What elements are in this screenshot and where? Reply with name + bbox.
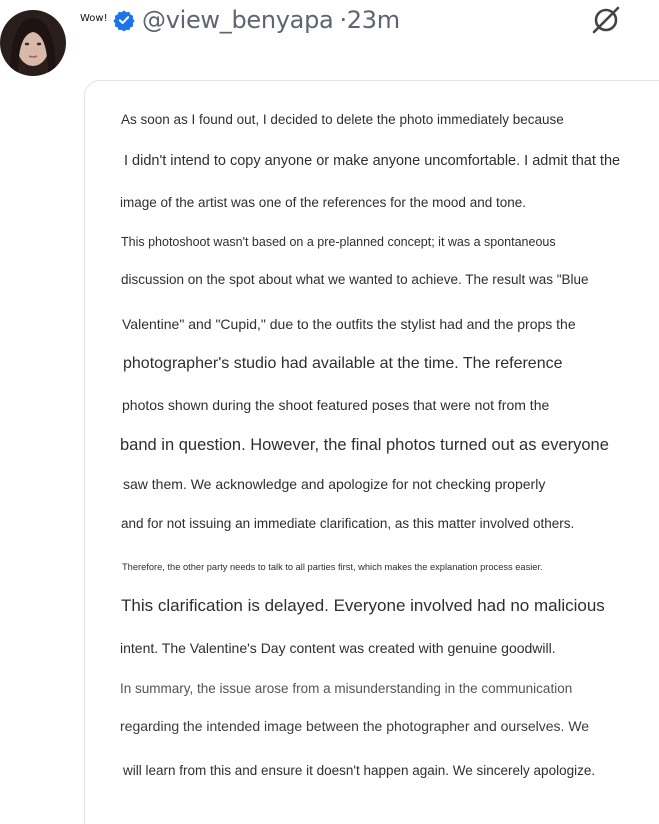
avatar[interactable] <box>0 10 66 76</box>
post-text-line: In summary, the issue arose from a misunderstanding in the communication <box>120 681 573 696</box>
circle-slash-logo-icon[interactable] <box>590 5 622 35</box>
post-text-line: image of the artist was one of the references for the mood and tone. <box>120 195 526 210</box>
post-text-line: regarding the intended image between the photographer and ourselves. We <box>120 718 590 734</box>
post-text-line: This photoshoot wasn't based on a pre-planned concept; it was a spontaneous <box>121 235 556 249</box>
post-timestamp[interactable]: 23m <box>346 6 400 34</box>
post-text-line: and for not issuing an immediate clarification, as this matter involved others. <box>121 516 575 531</box>
post-text-line: band in question. However, the final photos turned out as everyone <box>120 436 609 454</box>
post-text-line: photographer's studio had available at the time. The reference <box>123 355 563 372</box>
post-text-line: Valentine" and "Cupid," due to the outfits the stylist had and the props the <box>122 316 576 332</box>
post-text-line: intent. The Valentine's Day content was created with genuine goodwill. <box>120 640 556 656</box>
avatar-image <box>0 10 66 76</box>
post-text-line: will learn from this and ensure it doesn't happen again. We sincerely apologize. <box>123 763 596 778</box>
display-name[interactable]: Wow! <box>80 13 108 24</box>
post-text-line: I didn't intend to copy anyone or make anyone uncomfortable. I admit that the <box>124 153 621 169</box>
author-handle[interactable]: @view_benyapa <box>142 6 334 34</box>
meta-separator: · <box>339 6 347 34</box>
post-text-line: As soon as I found out, I decided to delete the photo immediately because <box>121 112 564 127</box>
post-text-line: discussion on the spot about what we wanted to achieve. The result was "Blue <box>121 272 589 287</box>
post-text-line: This clarification is delayed. Everyone involved had no malicious <box>121 596 605 615</box>
post-text-line: photos shown during the shoot featured poses that were not from the <box>122 397 550 413</box>
verified-badge-icon <box>113 9 135 31</box>
post-text-line: saw them. We acknowledge and apologize for not checking properly <box>123 476 546 492</box>
author-meta <box>142 6 400 34</box>
post-text-line: Therefore, the other party needs to talk to all parties first, which makes the explanation process easier. <box>122 562 543 572</box>
